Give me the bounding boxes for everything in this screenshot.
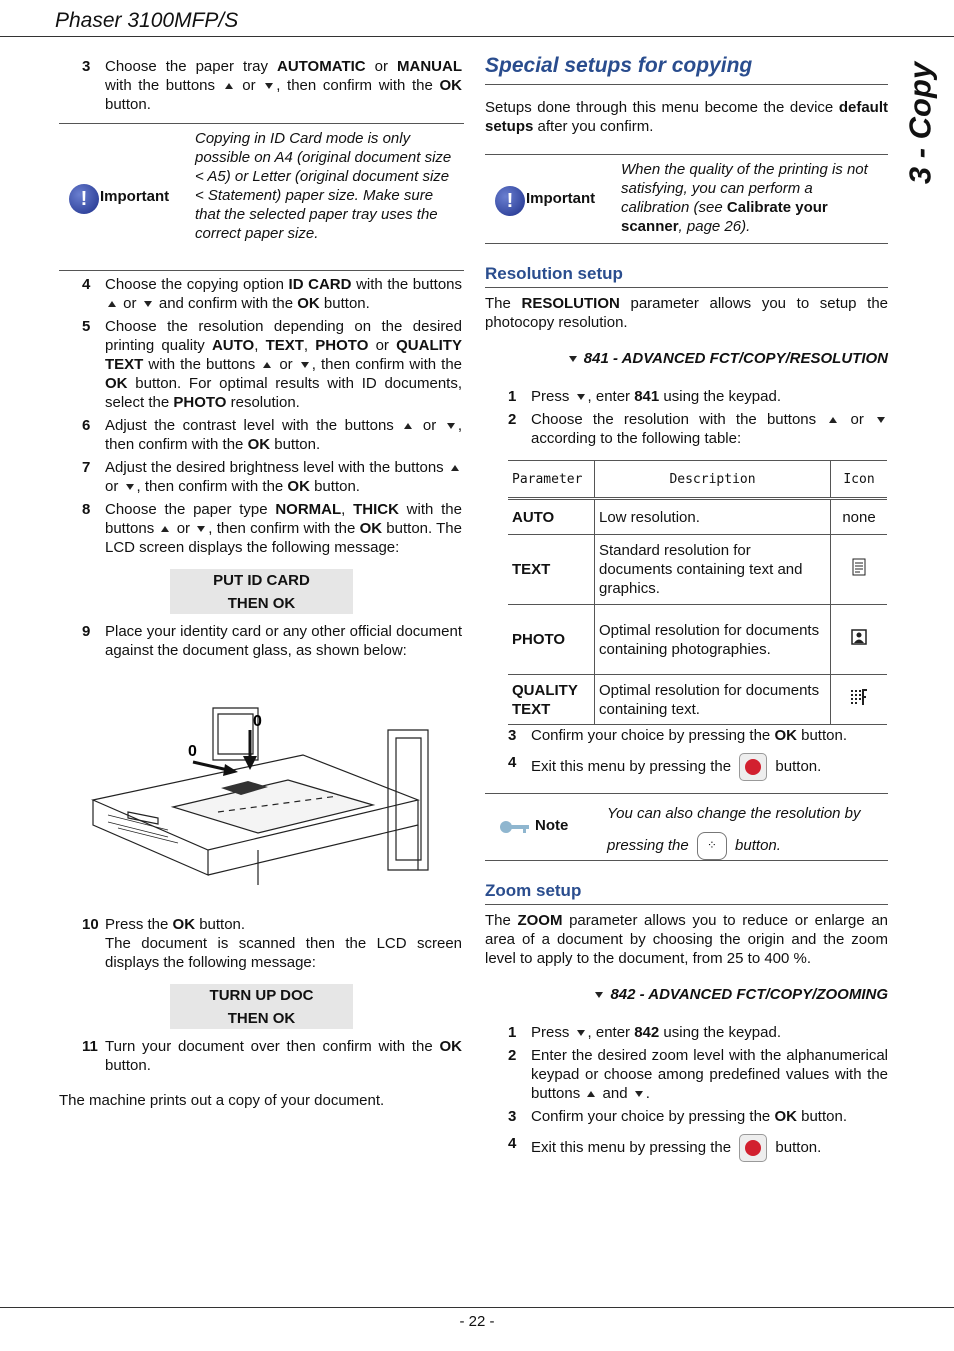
up-arrow-icon bbox=[451, 465, 459, 471]
quality-text-icon bbox=[850, 688, 868, 706]
table-cell-param: TEXT bbox=[508, 535, 595, 605]
resolution-step-3: 3 Confirm your choice by pressing the OK button. bbox=[508, 727, 847, 744]
header-rule bbox=[0, 36, 954, 37]
figure-mark-left: 0 bbox=[188, 743, 197, 760]
table-row bbox=[508, 535, 887, 605]
resolution-button-icon: ⁘ bbox=[697, 832, 727, 860]
down-arrow-icon bbox=[569, 356, 577, 362]
lcd-message-put-id-card: PUT ID CARD THEN OK bbox=[170, 569, 353, 614]
important-icon: ! bbox=[69, 184, 99, 214]
down-arrow-icon bbox=[877, 417, 885, 423]
zoom-step-4: 4 Exit this menu by pressing the button. bbox=[508, 1134, 888, 1162]
resolution-setup-title: Resolution setup bbox=[485, 264, 623, 283]
table-cell-param: PHOTO bbox=[508, 605, 595, 675]
important-label: Important bbox=[526, 190, 596, 207]
step-5: 5 Choose the resolution depending on the desired printing quality AUTO, TEXT, PHOTO or QUALITY TEXT with the buttons or , then confirm with the OK button. For optimal results with ID documents, select the PHOTO resolution. bbox=[82, 318, 462, 411]
step-10: 10 Press the OK button. The document is scanned then the LCD screen displays the following message: bbox=[82, 916, 462, 971]
down-arrow-icon bbox=[577, 394, 585, 400]
note-text: You can also change the resolution by pressing the ⁘ button. bbox=[607, 798, 885, 862]
table-header-icon: Icon bbox=[831, 461, 888, 499]
step-8: 8 Choose the paper type NORMAL, THICK with the buttons or , then confirm with the OK button. The LCD screen displays the following message: bbox=[82, 501, 462, 556]
page-header-title: Phaser 3100MFP/S bbox=[55, 9, 239, 32]
scanner-id-card-illustration bbox=[88, 700, 433, 892]
down-arrow-icon bbox=[635, 1091, 643, 1097]
text-document-icon bbox=[851, 558, 867, 576]
down-arrow-icon bbox=[265, 83, 273, 89]
table-row bbox=[508, 605, 887, 675]
table-cell-desc: Optimal resolution for documents containing text. bbox=[595, 675, 831, 725]
stop-button-icon bbox=[739, 1134, 767, 1162]
down-arrow-icon bbox=[144, 301, 152, 307]
up-arrow-icon bbox=[263, 362, 271, 368]
table-cell-icon bbox=[831, 535, 888, 605]
note-label: Note bbox=[535, 817, 569, 834]
down-arrow-icon bbox=[447, 423, 455, 429]
table-cell-icon: none bbox=[831, 499, 888, 535]
up-arrow-icon bbox=[829, 417, 837, 423]
zoom-step-1: 1 Press , enter 842 using the keypad. bbox=[508, 1024, 782, 1041]
step-7: 7 Adjust the desired brightness level with the buttons or , then confirm with the OK button. bbox=[82, 458, 462, 496]
step-9: 9 Place your identity card or any other official document against the document glass, as shown below: bbox=[82, 623, 462, 659]
down-arrow-icon bbox=[301, 362, 309, 368]
section-title: Special setups for copying bbox=[485, 54, 753, 77]
up-arrow-icon bbox=[161, 526, 169, 532]
zoom-intro: The ZOOM parameter allows you to reduce or enlarge an area of a document by choosing the origin and the zoom level to apply to the document, from 25 to 400 %. bbox=[485, 912, 889, 967]
table-cell-param: QUALITY TEXT bbox=[508, 675, 595, 725]
table-cell-desc: Standard resolution for documents containing text and graphics. bbox=[595, 535, 831, 605]
zoom-step-2: 2 Enter the desired zoom level with the alphanumerical keypad or choose among predefined values with the buttons and . bbox=[508, 1047, 888, 1102]
step-6: 6 Adjust the contrast level with the buttons or , then confirm with the OK button. bbox=[82, 417, 462, 453]
step-4: 4 Choose the copying option ID CARD with the buttons or and confirm with the OK button. bbox=[82, 276, 463, 312]
section-title-rule bbox=[485, 84, 888, 85]
up-arrow-icon bbox=[404, 423, 412, 429]
section-intro: Setups done through this menu become the device default setups after you confirm. bbox=[485, 99, 888, 135]
table-cell-icon bbox=[831, 605, 888, 675]
table-cell-desc: Optimal resolution for documents containing photographies. bbox=[595, 605, 831, 675]
lcd-message-turn-up-doc: TURN UP DOC THEN OK bbox=[170, 984, 353, 1029]
down-arrow-icon bbox=[577, 1030, 585, 1036]
step-11: 11 Turn your document over then confirm with the OK button. bbox=[82, 1038, 462, 1074]
important-callout-2: ! Important When the quality of the printing is not satisfying, you can perform a calibration (see Calibrate your scanner, page 26). bbox=[485, 154, 888, 244]
stop-button-icon bbox=[739, 753, 767, 781]
important-label: Important bbox=[100, 188, 170, 205]
page-number: - 22 - bbox=[459, 1313, 495, 1330]
zoom-setup-title: Zoom setup bbox=[485, 881, 582, 900]
down-arrow-icon bbox=[126, 484, 134, 490]
resolution-step-2: 2 Choose the resolution with the buttons or according to the following table: bbox=[508, 410, 888, 448]
table-header-parameter: Parameter bbox=[508, 461, 595, 499]
resolution-table bbox=[508, 460, 887, 725]
resolution-title-rule bbox=[485, 287, 888, 288]
table-row bbox=[508, 499, 887, 535]
table-cell-desc: Low resolution. bbox=[595, 499, 831, 535]
important-text: Copying in ID Card mode is only possible on A4 (original document size < A5) or Letter (original document size < Statement) paper size. Make sure that the selected paper tray uses the correct paper size. bbox=[195, 130, 452, 242]
up-arrow-icon bbox=[587, 1091, 595, 1097]
table-cell-icon bbox=[831, 675, 888, 725]
resolution-step-4: 4 Exit this menu by pressing the button. bbox=[508, 753, 888, 781]
table-header-row bbox=[508, 461, 887, 499]
important-icon: ! bbox=[495, 186, 525, 216]
down-arrow-icon bbox=[197, 526, 205, 532]
footer-rule bbox=[0, 1307, 954, 1308]
zoom-title-rule bbox=[485, 904, 888, 905]
menu-path-841: 841 - ADVANCED FCT/COPY/RESOLUTION bbox=[485, 349, 888, 368]
step-3: 3 Choose the paper tray AUTOMATIC or MANUAL with the buttons or , then confirm with the OK button. bbox=[82, 58, 462, 113]
resolution-step-1: 1 Press , enter 841 using the keypad. bbox=[508, 388, 782, 405]
up-arrow-icon bbox=[225, 83, 233, 89]
down-arrow-icon bbox=[595, 992, 603, 998]
resolution-intro: The RESOLUTION parameter allows you to setup the photocopy resolution. bbox=[485, 295, 889, 331]
key-icon bbox=[499, 820, 531, 834]
chapter-side-tab: 3 - Copy bbox=[902, 61, 938, 185]
important-callout bbox=[59, 123, 464, 271]
table-cell-param: AUTO bbox=[508, 499, 595, 535]
zoom-step-3: 3 Confirm your choice by pressing the OK button. bbox=[508, 1108, 847, 1125]
menu-path-842: 842 - ADVANCED FCT/COPY/ZOOMING bbox=[485, 985, 888, 1004]
photo-icon bbox=[851, 629, 867, 645]
table-row bbox=[508, 675, 887, 725]
closing-text: The machine prints out a copy of your document. bbox=[59, 1092, 385, 1109]
table-header-description: Description bbox=[595, 461, 831, 499]
up-arrow-icon bbox=[108, 301, 116, 307]
note-callout bbox=[485, 793, 888, 861]
figure-mark-top: 0 bbox=[253, 713, 262, 730]
